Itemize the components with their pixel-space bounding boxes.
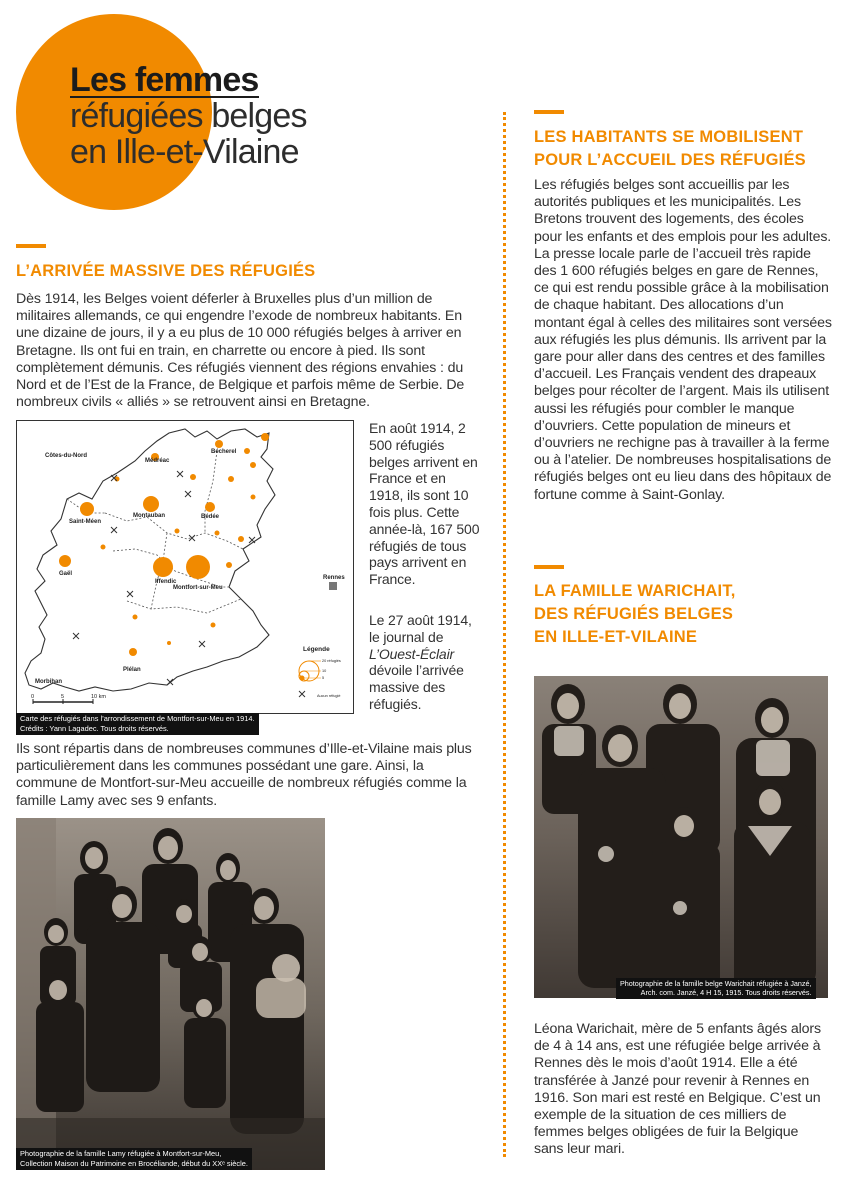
scale-label-10: 10 km (91, 694, 106, 700)
refugee-dot (238, 536, 244, 542)
side2-after: dévoile l’arrivée massive des réfugiés. (369, 662, 464, 712)
warichait-paragraph: Léona Warichait, mère de 5 enfants âgés alors de 4 à 14 ans, est une réfugiée belge arrivée à Rennes dès le mois d’août 1914. Elle a été transférée à Janzé pour revenir à Rennes en 1916. Son mari est resté en Belgique. C’est un exemple de la situation de ces milliers de femmes belges obligées de fuir la Belgique sans leur mari. (534, 1021, 821, 1158)
lamy-photo-image (16, 818, 325, 1170)
warichait-caption-line-2: Arch. com. Janzé, 4 H 15, 1915. Tous droits réservés. (640, 988, 812, 998)
refugee-dot (250, 462, 256, 468)
refugee-dot-iffendic (153, 557, 173, 577)
lamy-family-photo (16, 818, 325, 1170)
refugee-dot-montauban (143, 496, 159, 512)
map-label-rennes: Rennes (323, 575, 345, 581)
lamy-caption (16, 1148, 252, 1170)
map-side-text-2 (369, 612, 483, 713)
refugee-dot (251, 495, 256, 500)
canton-boundary (105, 513, 243, 549)
canton-boundary (127, 599, 241, 613)
title-line-3: en Ille-et-Vilaine (70, 133, 299, 171)
section-heading-habitants (534, 126, 834, 172)
cross-icon (185, 491, 191, 497)
section-marker (534, 565, 564, 569)
section-marker (534, 110, 564, 114)
refugee-map (16, 420, 354, 714)
refugee-dot (261, 433, 269, 441)
scale-label-5: 5 (61, 694, 65, 700)
cross-icon (167, 679, 173, 685)
section-marker (16, 244, 46, 248)
scale-bar (31, 694, 106, 704)
page-title (70, 62, 370, 170)
map-svg (17, 421, 354, 714)
cross-icon (73, 633, 79, 639)
map-caption-line-1: Carte des réfugiés dans l’arrondissement de Montfort-sur-Meu en 1914. (20, 714, 255, 723)
refugee-dot (190, 474, 196, 480)
lamy-caption-line-2: Collection Maison du Patrimoine en Brocéliande, début du XXᵉ siècle. (20, 1158, 248, 1168)
map-label-bedee: Bédée (201, 514, 220, 520)
lamy-caption-line-1: Photographie de la famille Lamy réfugiée à Montfort-sur-Meu, (20, 1149, 222, 1158)
cross-icon (111, 527, 117, 533)
warichait-photo-image (534, 676, 828, 998)
refugee-dot (215, 531, 220, 536)
cross-icon (199, 641, 205, 647)
refugee-dot (133, 615, 138, 620)
warichait-heading-line-2: DES RÉFUGIÉS BELGES (534, 605, 734, 623)
map-legend (299, 659, 341, 698)
warichait-caption (616, 978, 816, 999)
map-label-plelan: Plélan (123, 667, 141, 673)
habitants-heading-line-1: LES HABITANTS SE MOBILISENT (534, 128, 804, 146)
refugee-dot (244, 448, 250, 454)
refugee-dot (226, 562, 232, 568)
map-label-montauban: Montauban (133, 513, 165, 519)
map-label-becherel: Bécherel (211, 449, 237, 455)
legend-label-medium: 10 (322, 669, 327, 673)
refugee-dot (167, 641, 171, 645)
map-label-medreac: Médréac (145, 458, 170, 464)
map-label-iffendic: Iffendic (155, 579, 177, 585)
warichait-heading-line-1: LA FAMILLE WARICHAIT, (534, 582, 736, 600)
refugee-dot-montfort (186, 555, 210, 579)
after-map-paragraph: Ils sont répartis dans de nombreuses communes d’Ille-et-Vilaine mais plus particulièrement dans les communes possédant une gare. Ainsi, la commune de Montfort-sur-Meu accueille de nombreux réfugiés comme la famille Lamy avec ses 9 enfants. (16, 741, 472, 809)
refugee-dot-bedee (205, 502, 215, 512)
refugee-dot-plelan (129, 648, 137, 656)
map-label-saint-meen: Saint-Méen (69, 519, 102, 525)
refugee-dot (175, 529, 180, 534)
canton-boundary (205, 451, 217, 533)
cross-icon (127, 591, 133, 597)
warichait-heading-line-3: EN ILLE-ET-VILAINE (534, 628, 698, 646)
legend-cross-icon (299, 691, 305, 697)
refugee-dot-saint-meen (80, 502, 94, 516)
refugee-dot (211, 623, 216, 628)
refugee-dot (101, 545, 106, 550)
newspaper-name: L’Ouest-Éclair (369, 645, 455, 662)
column-divider (503, 112, 506, 1157)
map-label-morbihan: Morbihan (35, 679, 62, 685)
map-side-text-1: En août 1914, 2 500 réfugiés belges arrivent en France et en 1918, ils sont 10 fois plus. Cette année-là, 167 500 réfugiés de tous pays arrivent en France. (369, 420, 480, 588)
map-label-montfort: Montfort-sur-Meu (173, 585, 223, 591)
no-refugee-marks (73, 471, 255, 685)
map-label-cotes: Côtes-du-Nord (45, 453, 87, 459)
legend-label-small: 5 (322, 676, 325, 680)
title-line-1: Les femmes (70, 61, 259, 99)
cross-icon (249, 537, 255, 543)
refugee-dot-gael (59, 555, 71, 567)
section-heading-warichait (534, 580, 834, 649)
map-label-gael: Gaël (59, 571, 73, 577)
section-heading-arrivee: L’ARRIVÉE MASSIVE DES RÉFUGIÉS (16, 262, 316, 280)
rennes-marker (329, 582, 337, 590)
warichait-family-photo (534, 676, 828, 998)
arrivee-paragraph: Dès 1914, les Belges voient déferler à Bruxelles plus d’un million de militaires allemands, ce qui engendre l’exode de nombreux habitants. En une dizaine de jours, il y a eu plus de 10 000 réfugiés belges à arriver en Bretagne. Ils ont fui en train, en charrette ou encore à pied. Ils sont complètement démunis. Ces réfugiés viennent des régions envahies : du Nord et de l’Est de la France, de Belgique et parfois même de Serbie. De nombreux civils « alliés » se retrouvent ainsi en Bretagne. (16, 291, 465, 411)
legend-title: Légende (303, 646, 330, 653)
habitants-paragraph: Les réfugiés belges sont accueillis par les autorités publiques et les municipalités. Les Bretons trouvent des logements, des écoles pour les enfants et des emplois pour les adultes. La presse locale parle de l’accueil très rapide des 1 600 réfugiés belges en gare de Rennes, ce qui est rendu possible grâce à la mobilisation de chaque habitant. Des allocations d’un montant égal à celles des militaires sont versées aux réfugiés les plus démunis. Ils arrivent par la gare pour aller dans des centres et des familles d’accueil. Les Français vendent des drapeaux belges pour récolter de l’argent. Mais ils utilisent aussi les réfugiés pour combler le manque d’ouvriers. Cette population de mineurs et d’ouvriers ne rechigne pas à travailler à la ferme ou à l’atelier. De nombreuses hospitalisations de réfugiés belges ont eu lieu dans des hôpitaux de fortune comme à Saint-Gonlay. (534, 177, 832, 503)
legend-label-none: Aucun réfugié (317, 694, 341, 698)
refugee-dots (59, 433, 269, 656)
cross-icon (177, 471, 183, 477)
title-line-2: réfugiées belges (70, 97, 307, 135)
map-caption-line-2: Crédits : Yann Lagadec. Tous droits réservés. (20, 723, 169, 733)
scale-label-0: 0 (31, 694, 35, 700)
refugee-dot-becherel (215, 440, 223, 448)
legend-label-large: 20 réfugiés (322, 659, 341, 663)
side2-before: Le 27 août 1914, le journal de (369, 612, 472, 645)
warichait-caption-line-1: Photographie de la famille belge Warichait réfugiée à Janzé, (620, 979, 812, 988)
map-caption (16, 713, 259, 735)
refugee-dot (228, 476, 234, 482)
habitants-heading-line-2: POUR L’ACCUEIL DES RÉFUGIÉS (534, 151, 806, 169)
